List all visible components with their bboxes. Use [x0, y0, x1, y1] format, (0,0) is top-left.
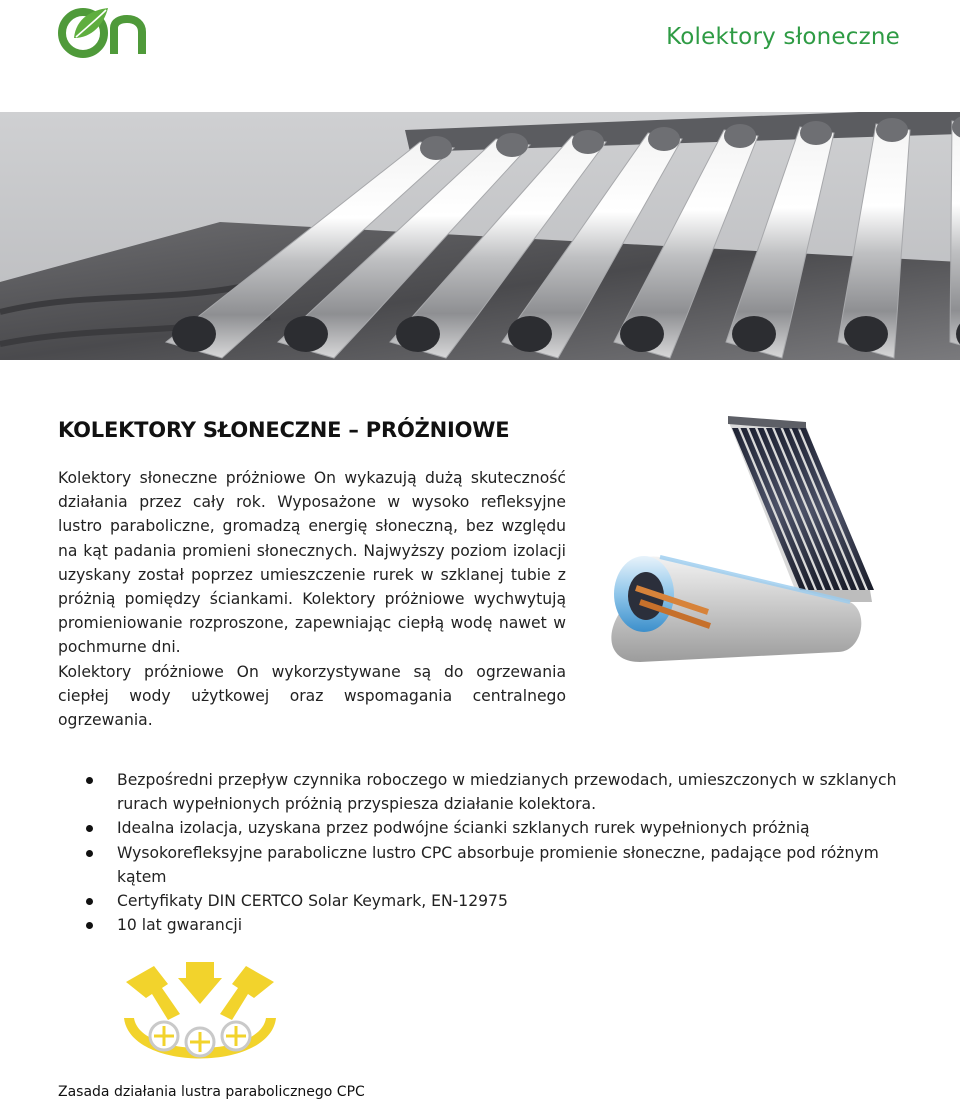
diagram-caption: Zasada działania lustra parabolicznego CPC	[58, 1084, 365, 1100]
feature-item	[86, 816, 906, 840]
bullet-icon	[86, 825, 93, 832]
feature-item	[86, 841, 906, 889]
hero-image	[0, 112, 960, 360]
solar-tube	[950, 115, 960, 358]
feature-text: Certyfikaty DIN CERTCO Solar Keymark, EN-12975	[117, 892, 508, 911]
feature-item	[86, 913, 906, 937]
feature-text: Wysokorefleksyjne paraboliczne lustro CPC absorbuje promienie słoneczne, padające pod różnym kątem	[117, 843, 879, 886]
intro-paragraph: Kolektory słoneczne próżniowe On wykazują dużą skuteczność działania przez cały rok. Wyposażone w wysoko refleksyjne lustro paraboliczne, gromadzą energię słoneczną, bez względu na kąt padania promieni słonecznych. Najwyższy poziom izolacji uzyskany został poprzez umieszczenie rurek w szklanej tubie z próżnią pomiędzy ściankami. Kolektory próżniowe wychwytują promieniowanie rozproszone, zapewniając ciepłą wodę nawet w pochmurne dni.	[58, 469, 566, 657]
bullet-icon	[86, 777, 93, 784]
bullet-icon	[86, 898, 93, 905]
collector-panel-image	[600, 412, 880, 702]
feature-text: Idealna izolacja, uzyskana przez podwójne ścianki szklanych rurek wypełnionych próżnią	[117, 819, 810, 838]
cpc-diagram-image	[120, 962, 280, 1078]
bullet-icon	[86, 922, 93, 929]
intro-paragraph-2: Kolektory próżniowe On wykorzystywane są do ogrzewania ciepłej wody użytkowej oraz wspomagania centralnego ogrzewania.	[58, 662, 566, 730]
section-title: KOLEKTORY SŁONECZNE – PRÓŻNIOWE	[58, 418, 510, 442]
feature-list	[86, 768, 906, 937]
feature-item	[86, 768, 906, 816]
feature-text: 10 lat gwarancji	[117, 916, 243, 935]
header-title: Kolektory słoneczne	[666, 24, 900, 50]
intro-text	[58, 466, 566, 732]
feature-item	[86, 889, 906, 913]
brand-logo[interactable]	[56, 2, 152, 60]
feature-text: Bezpośredni przepływ czynnika roboczego w miedzianych przewodach, umieszczonych w szklanych rurach wypełnionych próżnią przyspiesza działanie kolektora.	[117, 771, 897, 814]
bullet-icon	[86, 850, 93, 857]
